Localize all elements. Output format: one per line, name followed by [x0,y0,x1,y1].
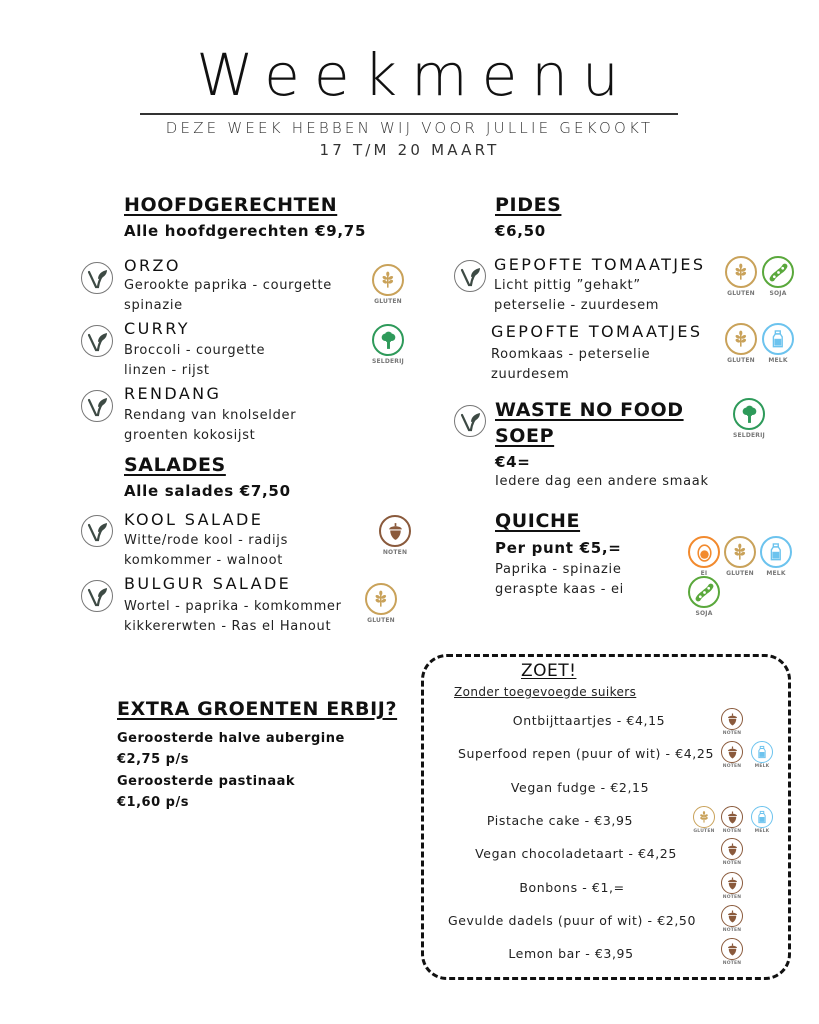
section-price-quiche: Per punt €5,= [495,539,622,557]
zoet-item: Lemon bar - €3,95 [508,946,634,961]
section-heading-soep: WASTE NO FOOD [495,399,684,421]
section-heading-hoofdgerechten: HOOFDGERECHTEN [124,194,338,216]
allergen-label: SOJA [695,610,713,617]
allergen-label: SELDERIJ [371,358,404,365]
melk-icon [748,741,776,769]
noten-circle [379,515,411,547]
allergen-label: MELK [766,570,786,577]
gluten-icon [722,323,760,364]
allergen-label: MELK [754,764,770,769]
zoet-item: Gevulde dadels (puur of wit) - €2,50 [447,913,697,928]
noten-circle [721,838,743,860]
vegan-icon [81,580,113,612]
gluten-circle [724,536,756,568]
extra-price: €1,60 p/s [117,795,189,810]
dish-name: ORZO [124,256,181,275]
noten-icon [718,938,746,966]
vegan-icon [81,390,113,422]
soja-circle [762,256,794,288]
noten-icon [718,838,746,866]
dish-description: Rendang van knolselder [124,408,297,423]
dish-description: Broccoli - courgette [124,343,266,358]
gluten-circle [693,806,715,828]
melk-circle [762,323,794,355]
noten-icon [718,806,746,834]
dish-description: Iedere dag een andere smaak [495,474,709,489]
selderij-icon [369,324,407,365]
page-subtitle: DEZE WEEK HEBBEN WIJ VOOR JULLIE GEKOOKT [165,119,654,137]
gluten-icon [721,536,759,577]
extra-item: Geroosterde halve aubergine [117,731,345,746]
zoet-item: Vegan chocoladetaart - €4,25 [475,846,677,861]
dish-name: CURRY [124,319,190,338]
selderij-circle [733,398,765,430]
section-price-soep: €4= [495,453,531,471]
gluten-icon [722,256,760,297]
melk-circle [760,536,792,568]
melk-icon [757,536,795,577]
gluten-circle [725,323,757,355]
section-heading-extra: EXTRA GROENTEN ERBIJ? [117,698,398,720]
allergen-label: NOTEN [722,731,742,736]
noten-circle [721,938,743,960]
page-title: Weekmenu [196,41,633,109]
zoet-item: Superfood repen (puur of wit) - €4,25 [457,746,714,761]
gluten-circle [725,256,757,288]
allergen-label: MELK [768,357,788,364]
dish-description: zuurdesem [491,367,570,382]
section-heading-salades: SALADES [124,454,226,476]
dish-description: Paprika - spinazie [495,562,622,577]
ei-icon [685,536,723,577]
dish-name: BULGUR SALADE [124,574,292,593]
melk-icon [759,323,797,364]
dish-name: RENDANG [124,384,222,403]
extra-item: Geroosterde pastinaak [117,774,296,789]
gluten-circle [372,264,404,296]
dish-description: kikkererwten - Ras el Hanout [124,619,332,634]
vegan-icon [81,515,113,547]
allergen-label: SOJA [769,290,787,297]
dish-name: GEPOFTE TOMAATJES [491,322,703,341]
extra-price: €2,75 p/s [117,752,189,767]
noten-circle [721,708,743,730]
dish-description: komkommer - walnoot [124,553,284,568]
selderij-circle [372,324,404,356]
allergen-label: NOTEN [722,895,742,900]
gluten-icon [362,583,400,624]
dish-name: GEPOFTE TOMAATJES [494,255,706,274]
dish-description: Wortel - paprika - komkommer [124,599,342,614]
dish-description: geraspte kaas - ei [495,582,624,597]
melk-icon [748,806,776,834]
noten-circle [721,872,743,894]
allergen-label: GLUTEN [727,290,755,297]
vegan-icon [454,405,486,437]
dish-description: Roomkaas - peterselie [491,347,651,362]
zoet-item: Pistache cake - €3,95 [486,813,634,828]
section-price-salades: Alle salades €7,50 [124,482,291,500]
allergen-label: NOTEN [722,961,742,966]
dish-description: Licht pittig ”gehakt” [494,278,641,293]
melk-circle [751,741,773,763]
dish-description: Gerookte paprika - courgette [124,278,332,293]
dish-description: peterselie - zuurdesem [494,298,660,313]
dish-description: groenten kokosijst [124,428,256,443]
allergen-label: GLUTEN [367,617,395,624]
date-range: 17 T/M 20 MAART [319,141,500,159]
section-heading-zoet: ZOET! [521,661,577,681]
allergen-label: NOTEN [722,928,742,933]
gluten-icon [690,806,718,834]
allergen-label: GLUTEN [374,298,402,305]
vegan-icon [81,325,113,357]
noten-icon [718,905,746,933]
title-divider [140,113,678,115]
gluten-icon [369,264,407,305]
selderij-icon [730,398,768,439]
noten-icon [718,872,746,900]
zoet-item: Ontbijttaartjes - €4,15 [512,713,666,728]
section-heading-quiche: QUICHE [495,510,581,532]
section-heading-pides: PIDES [495,194,562,216]
noten-circle [721,806,743,828]
vegan-icon [454,260,486,292]
melk-circle [751,806,773,828]
vegan-icon [81,262,113,294]
noten-circle [721,905,743,927]
allergen-label: GLUTEN [726,570,754,577]
section-price-pides: €6,50 [495,222,546,240]
dish-description: Witte/rode kool - radijs [124,533,289,548]
dish-description: spinazie [124,298,183,313]
allergen-label: GLUTEN [693,829,715,834]
allergen-label: NOTEN [382,549,408,556]
allergen-label: SELDERIJ [732,432,765,439]
zoet-item: Vegan fudge - €2,15 [510,780,650,795]
section-heading-soep-2: SOEP [495,425,555,447]
soja-icon [685,576,723,617]
soja-circle [688,576,720,608]
noten-icon [376,515,414,556]
section-price-hoofdgerechten: Alle hoofdgerechten €9,75 [124,222,367,240]
zoet-subheading: Zonder toegevoegde suikers [454,685,637,699]
gluten-circle [365,583,397,615]
noten-circle [721,741,743,763]
ei-circle [688,536,720,568]
allergen-label: NOTEN [722,861,742,866]
dish-name: KOOL SALADE [124,510,264,529]
allergen-label: MELK [754,829,770,834]
allergen-label: NOTEN [722,764,742,769]
noten-icon [718,708,746,736]
dish-description: linzen - rijst [124,363,210,378]
soja-icon [759,256,797,297]
noten-icon [718,741,746,769]
allergen-label: GLUTEN [727,357,755,364]
zoet-item: Bonbons - €1,= [519,880,625,895]
allergen-label: NOTEN [722,829,742,834]
allergen-label: EI [700,570,708,577]
